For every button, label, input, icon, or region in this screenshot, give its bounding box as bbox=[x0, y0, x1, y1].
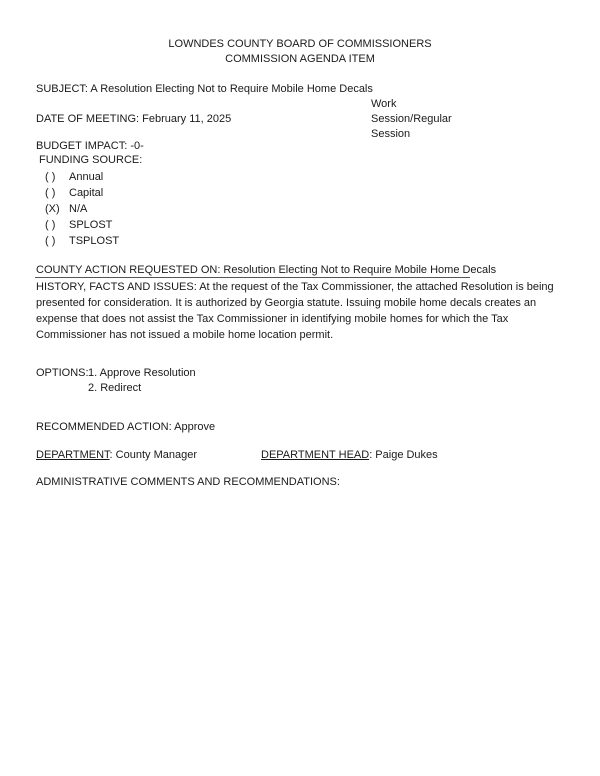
department-head-label: DEPARTMENT HEAD bbox=[261, 449, 370, 461]
funding-label-na: N/A bbox=[69, 203, 88, 215]
funding-label-tsplost: TSPLOST bbox=[69, 235, 120, 247]
department-head bbox=[261, 448, 438, 462]
funding-label-capital: Capital bbox=[69, 187, 104, 199]
funding-label-splost: SPLOST bbox=[69, 219, 113, 231]
options-label: OPTIONS: bbox=[36, 367, 89, 379]
document-subtitle: COMMISSION AGENDA ITEM bbox=[225, 53, 375, 65]
budget-impact: BUDGET IMPACT: -0- bbox=[36, 140, 144, 152]
funding-mark-tsplost: ( ) bbox=[45, 235, 56, 247]
county-action-requested: COUNTY ACTION REQUESTED ON: Resolution Electing Not to Require Mobile Home Decals bbox=[36, 264, 497, 276]
document-title: LOWNDES COUNTY BOARD OF COMMISSIONERS bbox=[168, 38, 432, 50]
funding-label-annual: Annual bbox=[69, 171, 104, 183]
session-type-3: Session bbox=[371, 128, 411, 140]
date-of-meeting: DATE OF MEETING: February 11, 2025 bbox=[36, 113, 232, 125]
funding-source-label: FUNDING SOURCE: bbox=[39, 154, 143, 166]
recommended-action: RECOMMENDED ACTION: Approve bbox=[36, 421, 216, 433]
session-type-2: Session/Regular bbox=[371, 113, 452, 125]
department-value: : County Manager bbox=[109, 449, 197, 461]
funding-mark-capital: ( ) bbox=[45, 187, 56, 199]
divider bbox=[35, 277, 470, 278]
funding-mark-annual: ( ) bbox=[45, 171, 56, 183]
history-facts-issues: HISTORY, FACTS AND ISSUES: At the request of the Tax Commissioner, the attached Resolution is being presented for consideration. It is authorized by Georgia statute. Issuing mobile home decals creates an expense that does not assist the Tax Commissioner in identifying mobile homes for which the Tax Commissioner has not issued a mobile home location permit. bbox=[36, 281, 554, 341]
option-1: 1. Approve Resolution bbox=[88, 367, 196, 379]
administrative-comments: ADMINISTRATIVE COMMENTS AND RECOMMENDATIONS: bbox=[36, 476, 340, 488]
department-label: DEPARTMENT bbox=[36, 449, 110, 461]
option-2: 2. Redirect bbox=[88, 382, 142, 394]
subject: SUBJECT: A Resolution Electing Not to Require Mobile Home Decals bbox=[36, 83, 373, 95]
department bbox=[36, 448, 197, 462]
department-head-value: : Paige Dukes bbox=[369, 449, 438, 461]
funding-mark-na: (X) bbox=[45, 203, 60, 215]
session-type-1: Work bbox=[371, 98, 397, 110]
funding-mark-splost: ( ) bbox=[45, 219, 56, 231]
